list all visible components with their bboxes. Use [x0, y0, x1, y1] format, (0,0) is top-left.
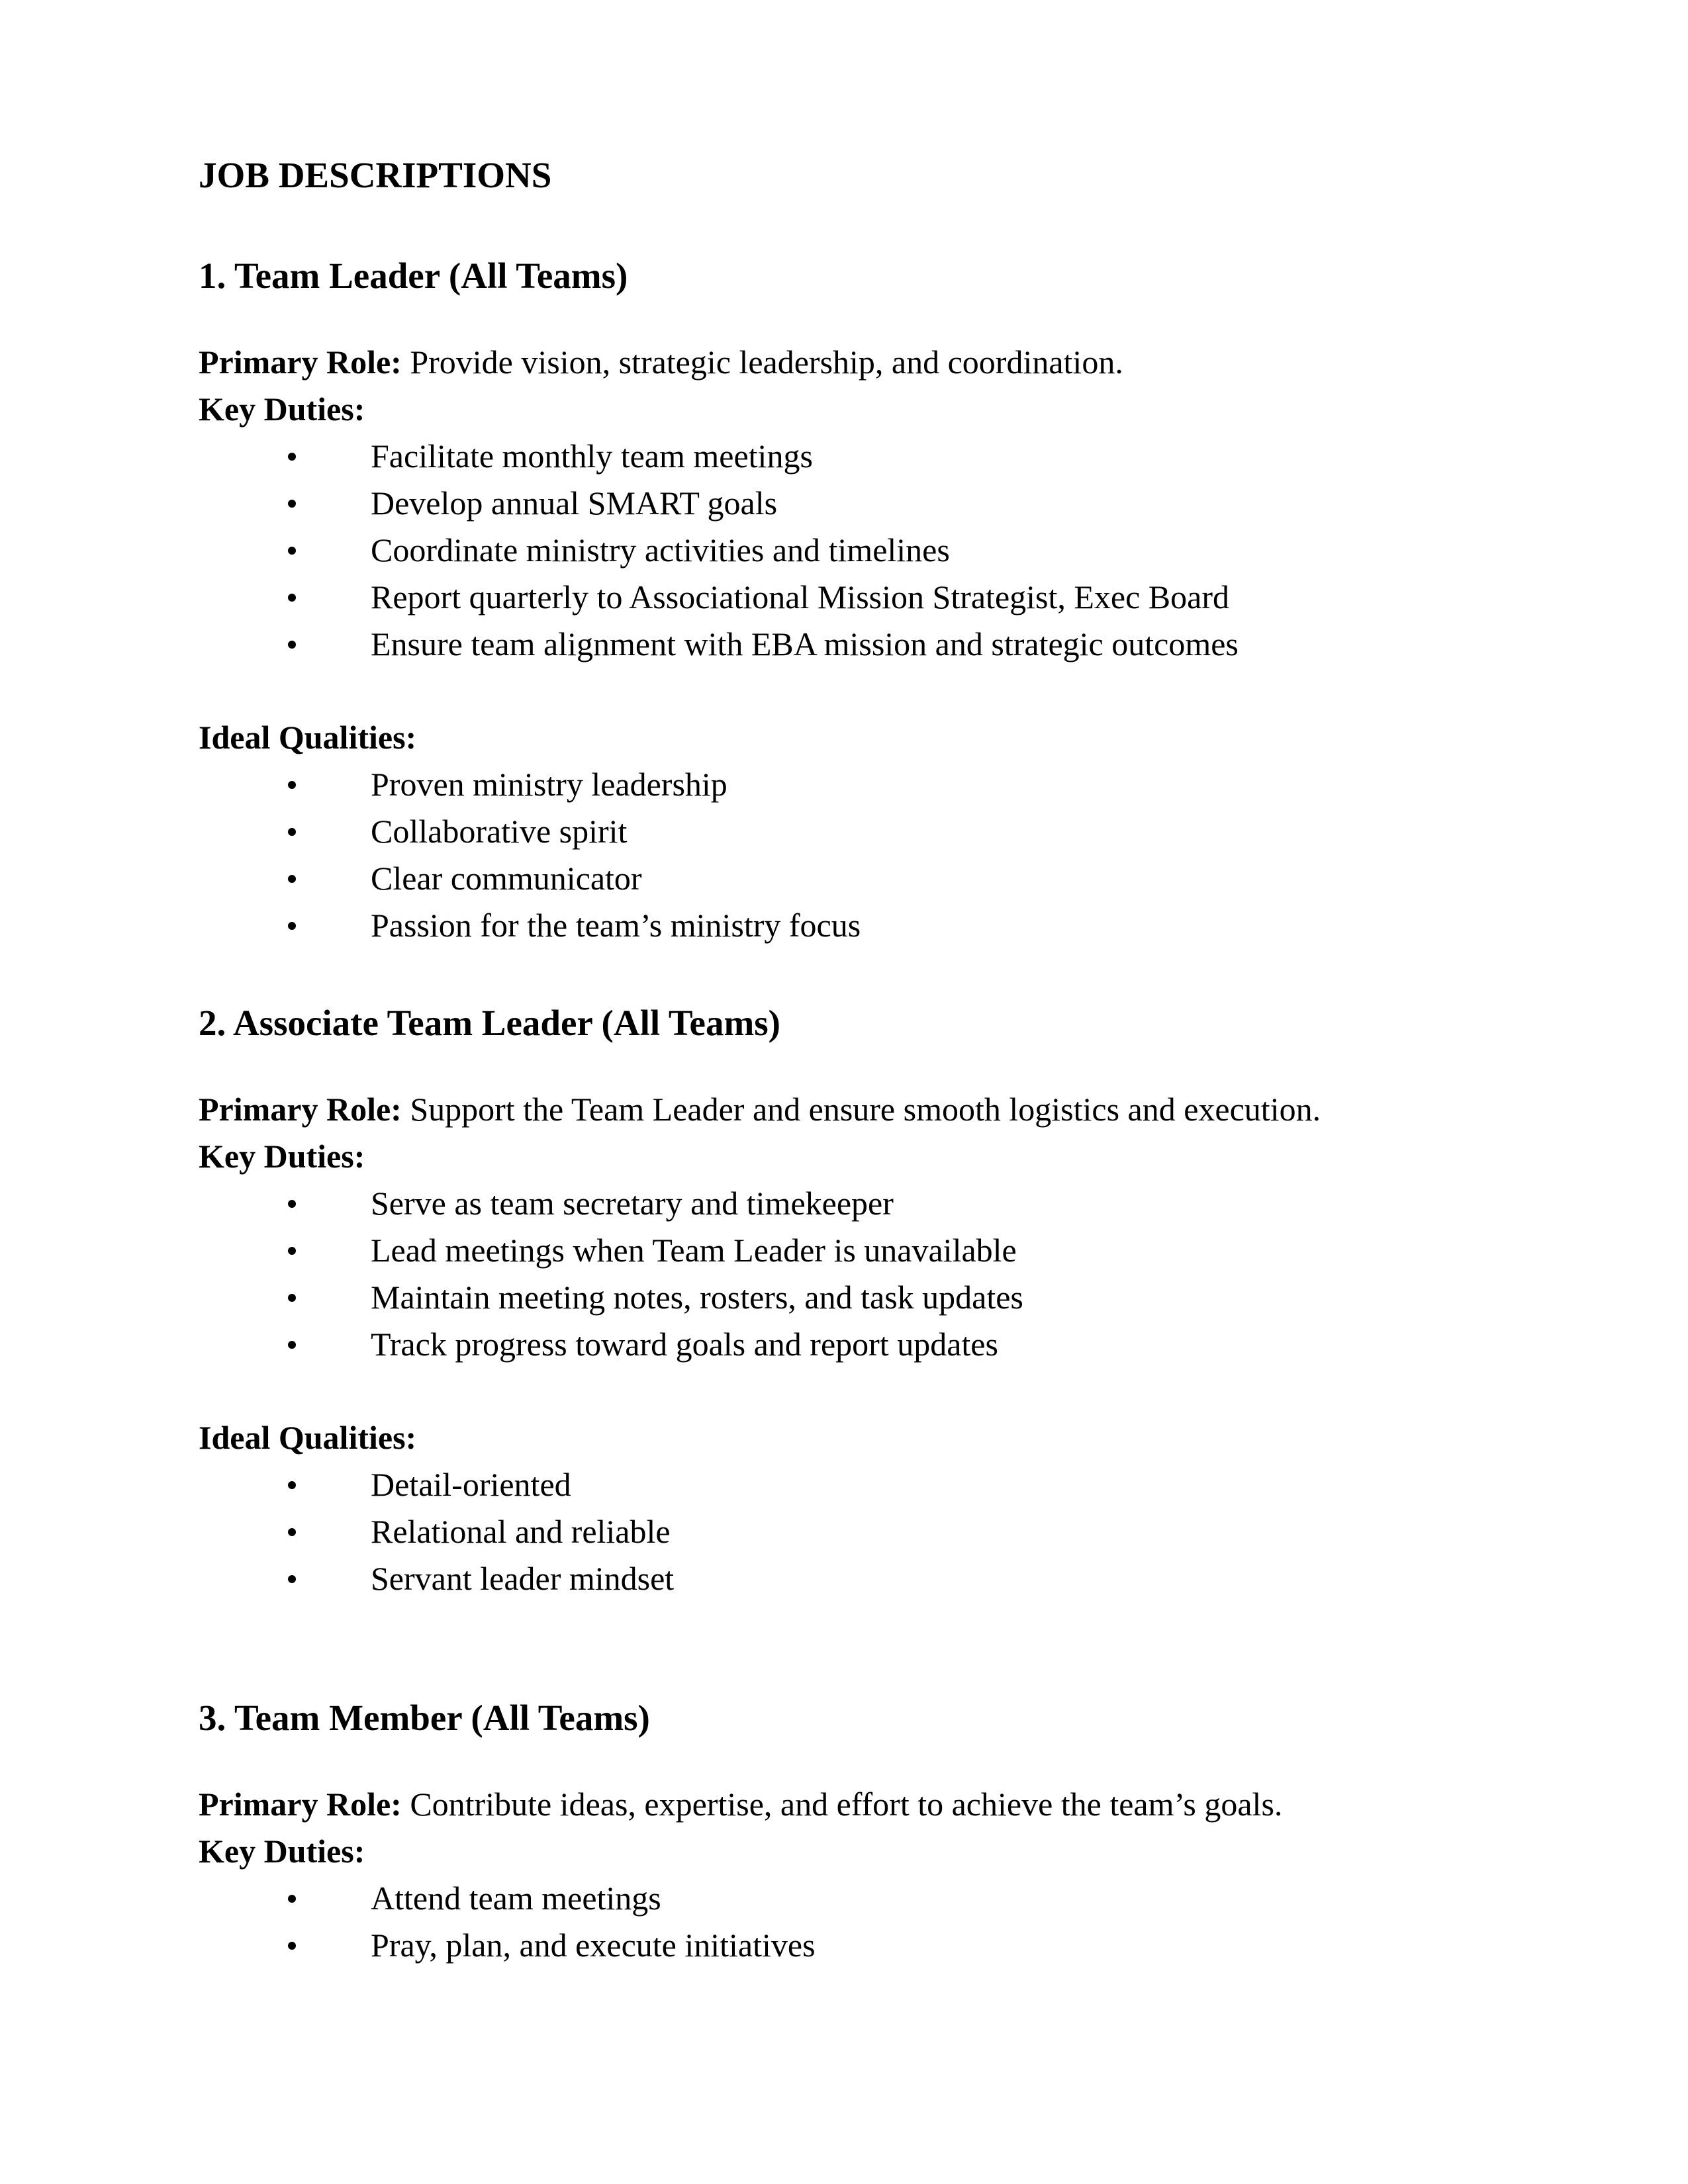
list-item-text: Pray, plan, and execute initiatives: [371, 1927, 816, 1964]
bullet-icon: [288, 1528, 296, 1536]
list-item: [199, 1555, 1489, 1602]
bullet-icon: [288, 500, 296, 508]
list-item: [199, 1875, 1489, 1922]
document-title: JOB DESCRIPTIONS: [199, 155, 552, 195]
list-item: [199, 1461, 1489, 1508]
list-item: [199, 574, 1489, 621]
sections-container: [199, 250, 1489, 1969]
list-item: [199, 855, 1489, 902]
list-item-text: Lead meetings when Team Leader is unavailable: [371, 1232, 1017, 1269]
ideal-qualities-label: Ideal Qualities:: [199, 719, 417, 756]
bullet-icon: [288, 1247, 296, 1255]
bullet-icon: [288, 1895, 296, 1903]
bullet-icon: [288, 1575, 296, 1583]
list-item-text: Track progress toward goals and report updates: [371, 1326, 998, 1363]
list-item: [199, 902, 1489, 949]
role-heading: 1. Team Leader (All Teams): [199, 255, 628, 296]
primary-role-line: [199, 339, 1489, 386]
key-duties-list: [199, 433, 1489, 668]
bullet-icon: [288, 1294, 296, 1302]
bullet-icon: [288, 594, 296, 602]
list-item: [199, 1274, 1489, 1321]
list-item-text: Detail-oriented: [371, 1466, 571, 1503]
list-item-text: Ensure team alignment with EBA mission and strategic outcomes: [371, 625, 1239, 662]
primary-role-label: Primary Role:: [199, 1091, 402, 1128]
list-item: [199, 480, 1489, 527]
bullet-icon: [288, 1200, 296, 1208]
list-item: [199, 1180, 1489, 1227]
primary-role-text: Support the Team Leader and ensure smooth logistics and execution.: [410, 1091, 1321, 1128]
list-item-text: Serve as team secretary and timekeeper: [371, 1185, 894, 1222]
list-item-text: Coordinate ministry activities and timelines: [371, 531, 950, 569]
ideal-qualities-list: [199, 761, 1489, 949]
list-item-text: Develop annual SMART goals: [371, 484, 778, 522]
bullet-icon: [288, 641, 296, 649]
list-item: [199, 1922, 1489, 1969]
key-duties-label: Key Duties:: [199, 1833, 365, 1870]
role-heading: 3. Team Member (All Teams): [199, 1698, 650, 1738]
ideal-qualities-label: Ideal Qualities:: [199, 1419, 417, 1456]
role-section: [199, 997, 1489, 1602]
list-item-text: Maintain meeting notes, rosters, and task updates: [371, 1279, 1023, 1316]
list-item-text: Clear communicator: [371, 860, 642, 897]
list-item: [199, 808, 1489, 855]
primary-role-text: Provide vision, strategic leadership, and coordination.: [410, 343, 1123, 381]
role-heading: 2. Associate Team Leader (All Teams): [199, 1003, 780, 1043]
list-item: [199, 1227, 1489, 1274]
role-section: [199, 1692, 1489, 1969]
primary-role-label: Primary Role:: [199, 1786, 402, 1823]
document-page: [199, 149, 1489, 1969]
list-item-text: Servant leader mindset: [371, 1560, 675, 1597]
list-item-text: Collaborative spirit: [371, 813, 628, 850]
list-item: [199, 1508, 1489, 1555]
primary-role-label: Primary Role:: [199, 343, 402, 381]
list-item: [199, 1321, 1489, 1368]
primary-role-line: [199, 1086, 1489, 1133]
bullet-icon: [288, 922, 296, 930]
list-item-text: Attend team meetings: [371, 1880, 661, 1917]
list-item: [199, 761, 1489, 808]
bullet-icon: [288, 1942, 296, 1950]
list-item-text: Facilitate monthly team meetings: [371, 437, 813, 475]
bullet-icon: [288, 828, 296, 836]
key-duties-list: [199, 1875, 1489, 1969]
list-item-text: Proven ministry leadership: [371, 766, 727, 803]
key-duties-label: Key Duties:: [199, 390, 365, 428]
bullet-icon: [288, 1481, 296, 1489]
bullet-icon: [288, 1341, 296, 1349]
key-duties-label: Key Duties:: [199, 1138, 365, 1175]
ideal-qualities-list: [199, 1461, 1489, 1602]
primary-role-line: [199, 1781, 1489, 1828]
list-item-text: Report quarterly to Associational Mission Strategist, Exec Board: [371, 578, 1229, 615]
bullet-icon: [288, 781, 296, 789]
bullet-icon: [288, 453, 296, 461]
list-item-text: Passion for the team’s ministry focus: [371, 907, 861, 944]
list-item: [199, 527, 1489, 574]
role-section: [199, 250, 1489, 949]
key-duties-list: [199, 1180, 1489, 1368]
list-item: [199, 433, 1489, 480]
list-item: [199, 621, 1489, 668]
primary-role-text: Contribute ideas, expertise, and effort to achieve the team’s goals.: [410, 1786, 1283, 1823]
bullet-icon: [288, 547, 296, 555]
list-item-text: Relational and reliable: [371, 1513, 671, 1550]
bullet-icon: [288, 875, 296, 883]
